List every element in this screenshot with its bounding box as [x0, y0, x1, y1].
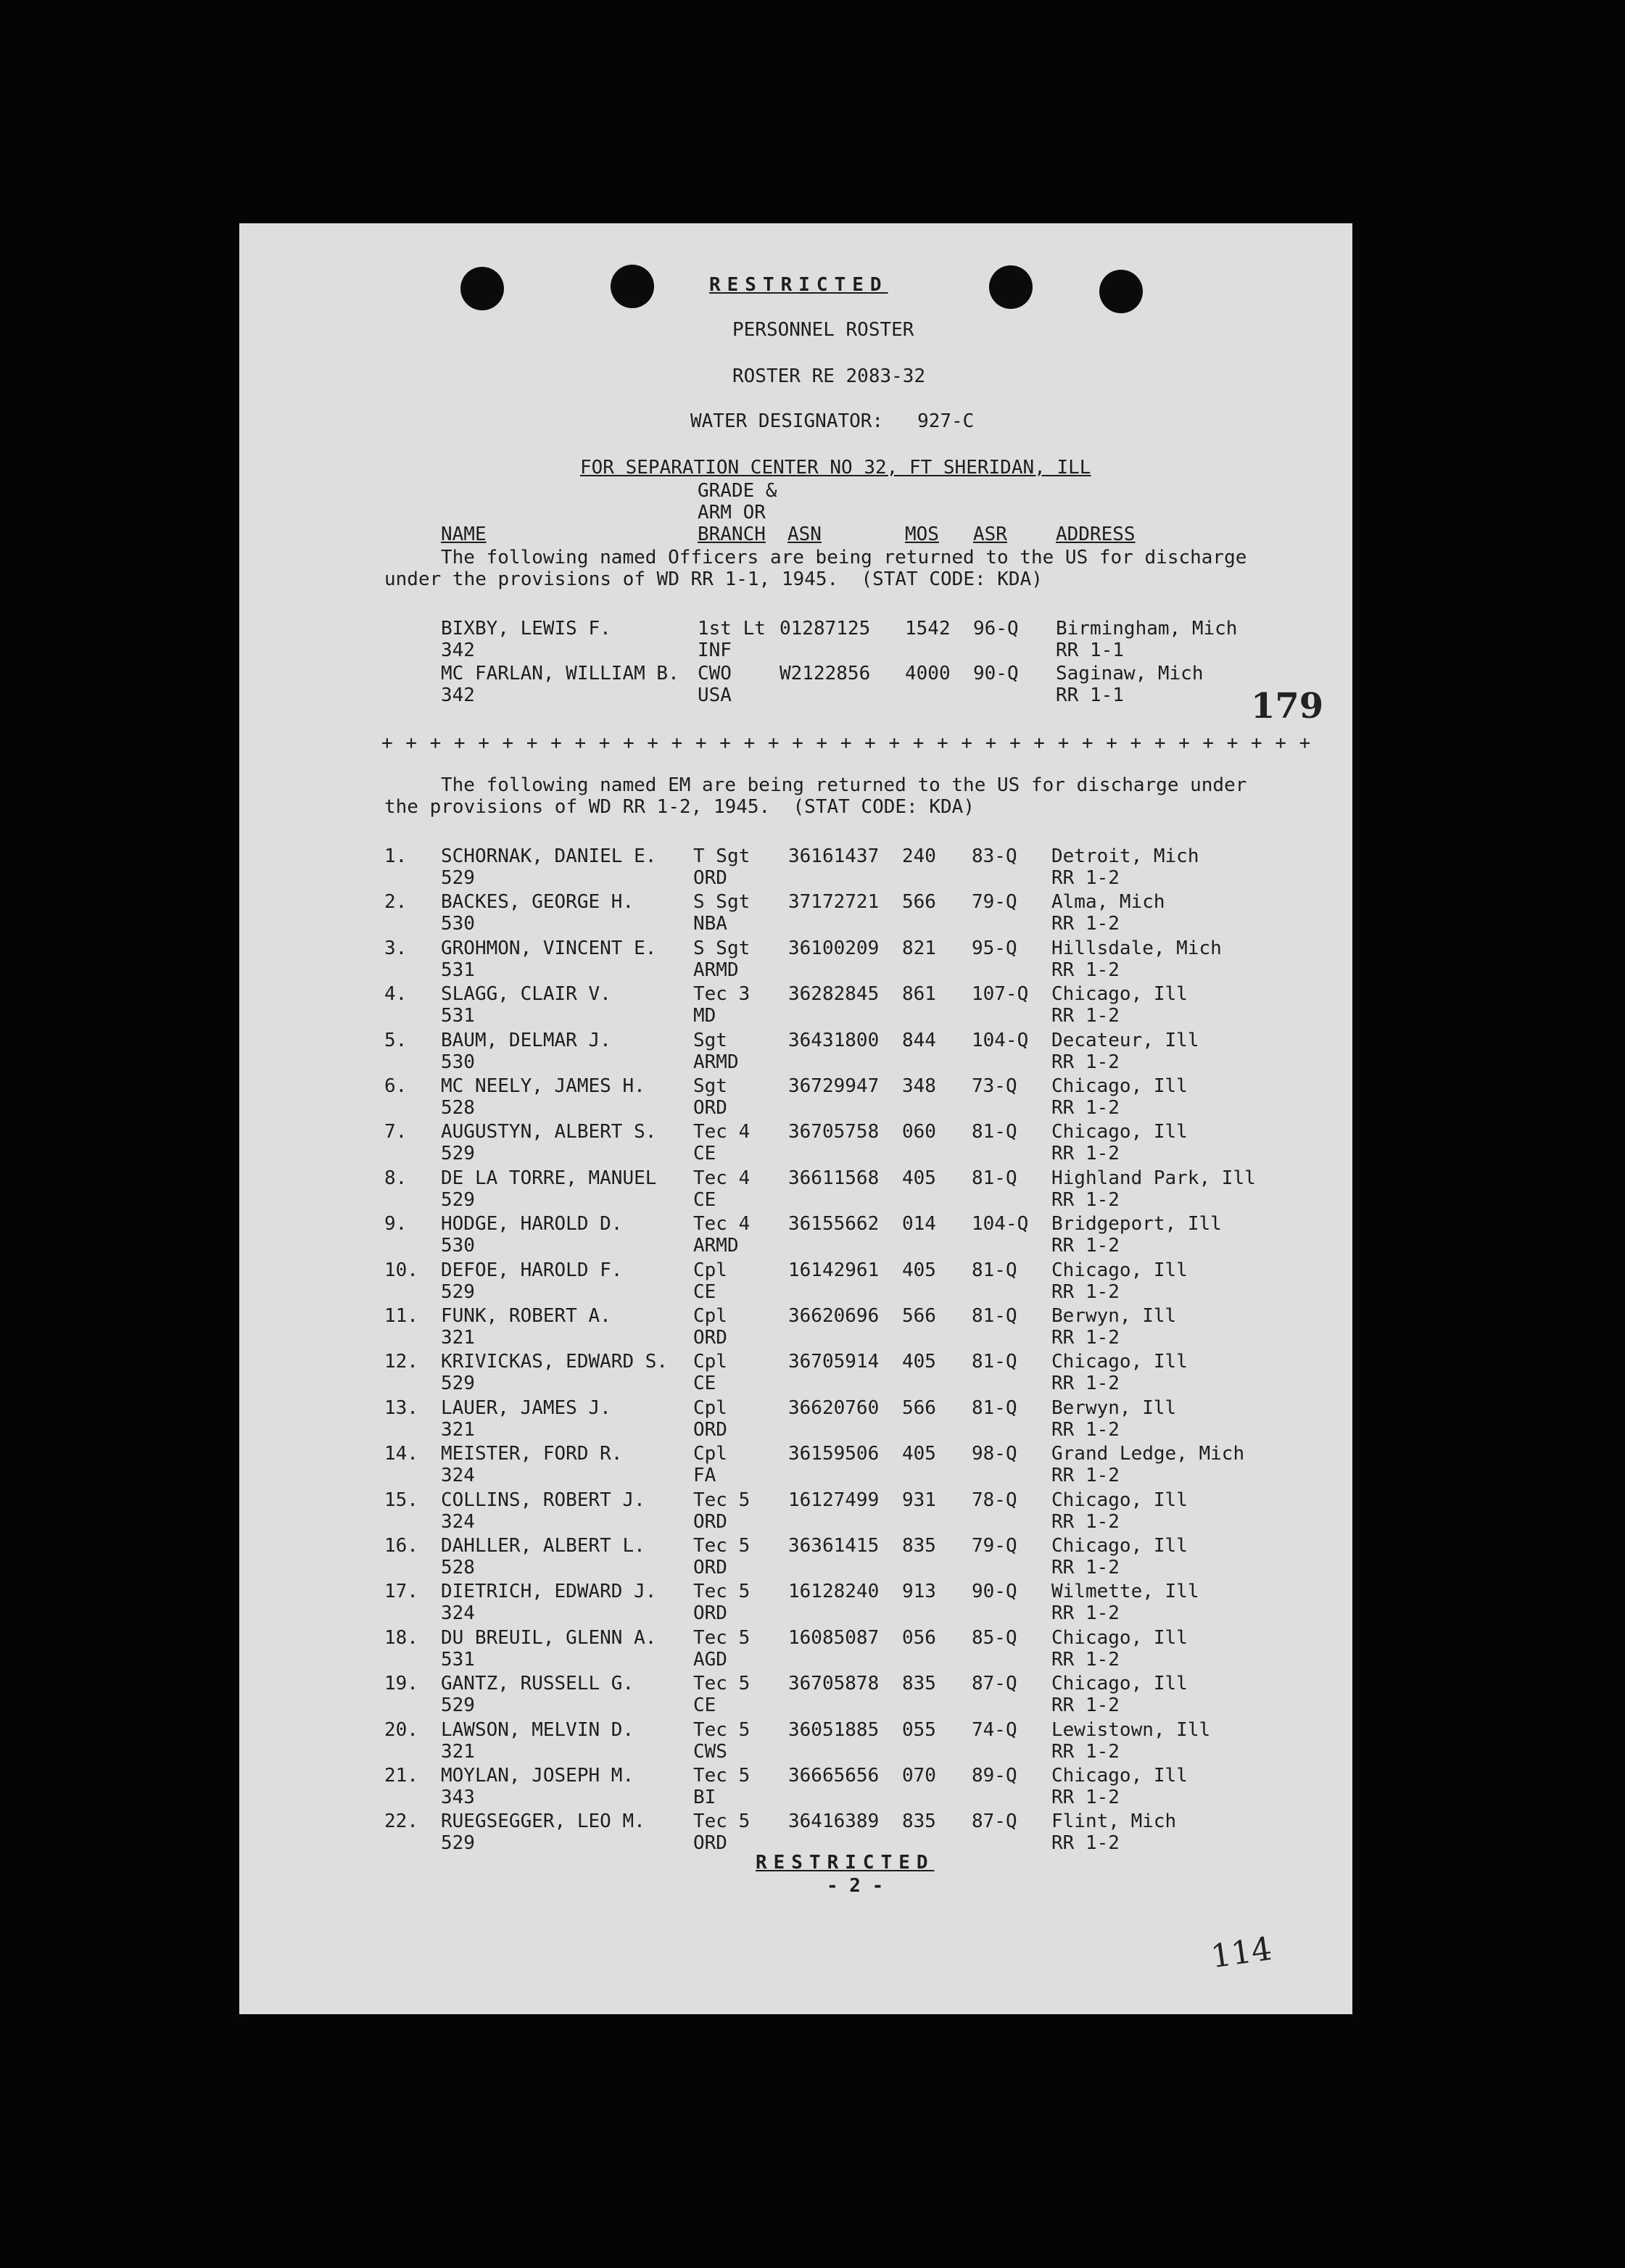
cell-mos: 405: [902, 1167, 936, 1189]
cell-branch: CE: [693, 1694, 716, 1717]
cell-grade: Cpl: [693, 1351, 727, 1373]
cell-address: Berwyn, Ill: [1051, 1305, 1177, 1327]
cell-grade: CWO: [698, 663, 732, 684]
table-row: [239, 1213, 1352, 1259]
cell-rr: RR 1-1: [1056, 684, 1124, 706]
cell-asn: 36705758: [788, 1121, 880, 1143]
handwritten-margin-note: 114: [1208, 1930, 1275, 1976]
cell-mos: 1542: [905, 618, 951, 640]
table-row: [239, 1030, 1352, 1076]
cell-rr: RR 1-2: [1051, 1602, 1120, 1625]
cell-asn: W2122856: [780, 663, 871, 684]
cell-number: 6.: [384, 1075, 408, 1097]
cell-asn: 36100209: [788, 937, 880, 959]
cell-number: 10.: [384, 1259, 418, 1281]
cell-name: SCHORNAK, DANIEL E.: [441, 845, 657, 867]
table-row: [239, 1810, 1352, 1857]
separator-line: + + + + + + + + + + + + + + + + + + + + + + + + + + + + + + + + + + + + + + +: [381, 732, 1312, 754]
cell-address: Highland Park, Ill: [1051, 1167, 1256, 1189]
cell-branch: NBA: [693, 913, 727, 935]
column-asr: ASR: [973, 523, 1007, 545]
cell-asr: 85-Q: [972, 1626, 1017, 1649]
cell-name: MC NEELY, JAMES H.: [441, 1075, 645, 1097]
cell-grade: Tec 5: [693, 1673, 751, 1695]
cell-mos: 861: [902, 983, 936, 1006]
cell-mos: 060: [902, 1121, 936, 1143]
cell-branch: CE: [693, 1373, 716, 1395]
cell-asr: 79-Q: [972, 891, 1017, 914]
cell-rr: RR 1-2: [1051, 1280, 1120, 1303]
cell-branch: CE: [693, 1280, 716, 1303]
cell-name: GROHMON, VINCENT E.: [441, 937, 657, 959]
cell-code: 321: [441, 1327, 475, 1349]
cell-mos: 070: [902, 1765, 936, 1787]
cell-mos: 566: [902, 1305, 936, 1327]
cell-code: 530: [441, 1235, 475, 1257]
cell-name: DIETRICH, EDWARD J.: [441, 1581, 657, 1603]
water-designator: WATER DESIGNATOR: 927-C: [690, 410, 975, 432]
cell-grade: Tec 5: [693, 1765, 751, 1787]
cell-asn: 16127499: [788, 1489, 880, 1511]
table-row: [239, 1351, 1352, 1397]
cell-asn: 36431800: [788, 1029, 880, 1051]
cell-grade: Cpl: [693, 1259, 727, 1281]
cell-address: Chicago, Ill: [1051, 1535, 1188, 1557]
cell-branch: AGD: [693, 1648, 727, 1671]
cell-asr: 81-Q: [972, 1351, 1017, 1373]
cell-name: KRIVICKAS, EDWARD S.: [441, 1351, 669, 1373]
cell-asr: 95-Q: [972, 937, 1017, 959]
cell-mos: 835: [902, 1673, 936, 1695]
cell-branch: USA: [698, 684, 732, 706]
cell-asn: 36611568: [788, 1167, 880, 1189]
separation-center: FOR SEPARATION CENTER NO 32, FT SHERIDAN, ILL: [580, 457, 1091, 479]
table-row: [239, 663, 1352, 709]
cell-code: 529: [441, 1280, 475, 1303]
document-title: PERSONNEL ROSTER: [732, 319, 914, 341]
cell-number: 18.: [384, 1626, 418, 1649]
cell-grade: Cpl: [693, 1396, 727, 1419]
table-row: [239, 891, 1352, 938]
cell-asn: 16128240: [788, 1581, 880, 1603]
cell-address: Saginaw, Mich: [1056, 663, 1204, 684]
cell-rr: RR 1-2: [1051, 1188, 1120, 1211]
cell-code: 530: [441, 913, 475, 935]
cell-name: MC FARLAN, WILLIAM B.: [441, 663, 679, 684]
cell-asn: 16142961: [788, 1259, 880, 1281]
cell-rr: RR 1-2: [1051, 1051, 1120, 1073]
cell-grade: Sgt: [693, 1029, 727, 1051]
cell-name: BAUM, DELMAR J.: [441, 1029, 611, 1051]
cell-asr: 81-Q: [972, 1259, 1017, 1281]
cell-mos: 913: [902, 1581, 936, 1603]
cell-address: Lewistown, Ill: [1051, 1718, 1211, 1741]
cell-asn: 36665656: [788, 1765, 880, 1787]
cell-code: 343: [441, 1787, 475, 1808]
table-row: [239, 1673, 1352, 1719]
cell-mos: 835: [902, 1535, 936, 1557]
cell-asr: 90-Q: [972, 1581, 1017, 1603]
cell-branch: ORD: [693, 867, 727, 889]
cell-name: GANTZ, RUSSELL G.: [441, 1673, 634, 1695]
cell-rr: RR 1-2: [1051, 1465, 1120, 1487]
restricted-header: RESTRICTED: [709, 274, 888, 296]
cell-number: 4.: [384, 983, 408, 1006]
table-row: [239, 1121, 1352, 1167]
roster-number: ROSTER RE 2083-32: [732, 365, 926, 387]
cell-number: 21.: [384, 1765, 418, 1787]
cell-grade: Tec 5: [693, 1718, 751, 1741]
table-row: [239, 1719, 1352, 1766]
cell-address: Bridgeport, Ill: [1051, 1213, 1222, 1236]
cell-code: 321: [441, 1740, 475, 1763]
cell-number: 19.: [384, 1673, 418, 1695]
cell-branch: MD: [693, 1005, 716, 1027]
cell-address: Detroit, Mich: [1051, 845, 1199, 867]
cell-address: Chicago, Ill: [1051, 1121, 1188, 1143]
cell-address: Decateur, Ill: [1051, 1029, 1199, 1051]
cell-asn: 36620696: [788, 1305, 880, 1327]
cell-address: Chicago, Ill: [1051, 1765, 1188, 1787]
cell-branch: ARMD: [693, 1235, 739, 1257]
cell-grade: Cpl: [693, 1305, 727, 1327]
punch-hole: [1099, 270, 1143, 313]
cell-asr: 78-Q: [972, 1489, 1017, 1511]
cell-number: 20.: [384, 1718, 418, 1741]
cell-code: 531: [441, 1005, 475, 1027]
cell-number: 1.: [384, 845, 408, 867]
cell-code: 529: [441, 1832, 475, 1855]
cell-mos: 566: [902, 891, 936, 914]
cell-code: 529: [441, 1188, 475, 1211]
cell-number: 12.: [384, 1351, 418, 1373]
cell-number: 17.: [384, 1581, 418, 1603]
cell-mos: 931: [902, 1489, 936, 1511]
cell-mos: 844: [902, 1029, 936, 1051]
cell-branch: ORD: [693, 1327, 727, 1349]
cell-name: DU BREUIL, GLENN A.: [441, 1626, 657, 1649]
cell-asr: 81-Q: [972, 1396, 1017, 1419]
cell-address: Chicago, Ill: [1051, 1351, 1188, 1373]
cell-address: Grand Ledge, Mich: [1051, 1443, 1245, 1465]
cell-asr: 83-Q: [972, 845, 1017, 867]
em-intro-cont: the provisions of WD RR 1-2, 1945. (STAT CODE: KDA): [384, 796, 975, 818]
cell-asn: 36161437: [788, 845, 880, 867]
cell-number: 9.: [384, 1213, 408, 1236]
cell-name: MEISTER, FORD R.: [441, 1443, 623, 1465]
cell-asr: 104-Q: [972, 1029, 1029, 1051]
cell-rr: RR 1-2: [1051, 1694, 1120, 1717]
cell-grade: Tec 5: [693, 1581, 751, 1603]
cell-name: LAUER, JAMES J.: [441, 1396, 611, 1419]
cell-asr: 107-Q: [972, 983, 1029, 1006]
cell-grade: T Sgt: [693, 845, 751, 867]
cell-asn: 36416389: [788, 1810, 880, 1833]
column-mos: MOS: [905, 523, 939, 545]
cell-number: 11.: [384, 1305, 418, 1327]
cell-rr: RR 1-2: [1051, 1327, 1120, 1349]
cell-mos: 835: [902, 1810, 936, 1833]
page-number: - 2 -: [827, 1875, 884, 1897]
cell-address: Berwyn, Ill: [1051, 1396, 1177, 1419]
cell-number: 8.: [384, 1167, 408, 1189]
cell-asn: 36361415: [788, 1535, 880, 1557]
cell-number: 16.: [384, 1535, 418, 1557]
cell-rr: RR 1-2: [1051, 1373, 1120, 1395]
cell-rr: RR 1-2: [1051, 1097, 1120, 1119]
cell-number: 3.: [384, 937, 408, 959]
table-row: [239, 1627, 1352, 1673]
cell-rr: RR 1-2: [1051, 959, 1120, 981]
cell-name: DEFOE, HAROLD F.: [441, 1259, 623, 1281]
cell-asr: 96-Q: [973, 618, 1019, 640]
cell-address: Flint, Mich: [1051, 1810, 1177, 1833]
cell-number: 5.: [384, 1029, 408, 1051]
cell-code: 528: [441, 1097, 475, 1119]
cell-code: 529: [441, 1143, 475, 1165]
cell-address: Wilmette, Ill: [1051, 1581, 1199, 1603]
table-row: [239, 1443, 1352, 1489]
cell-name: DE LA TORRE, MANUEL: [441, 1167, 657, 1189]
cell-grade: Sgt: [693, 1075, 727, 1097]
cell-asn: 36705878: [788, 1673, 880, 1695]
punch-hole: [989, 265, 1033, 309]
officers-intro-cont: under the provisions of WD RR 1-1, 1945. (STAT CODE: KDA): [384, 568, 1043, 590]
cell-branch: INF: [698, 640, 732, 661]
table-row: [239, 1305, 1352, 1352]
cell-code: 528: [441, 1557, 475, 1578]
punch-hole: [611, 265, 654, 308]
cell-branch: ORD: [693, 1602, 727, 1625]
em-intro: The following named EM are being returned to the US for discharge under: [441, 774, 1247, 796]
cell-mos: 4000: [905, 663, 951, 684]
cell-branch: CE: [693, 1143, 716, 1165]
cell-grade: Tec 4: [693, 1167, 751, 1189]
cell-address: Chicago, Ill: [1051, 1489, 1188, 1511]
cell-asn: 36705914: [788, 1351, 880, 1373]
cell-rr: RR 1-2: [1051, 1787, 1120, 1808]
cell-code: 529: [441, 867, 475, 889]
table-row: [239, 1167, 1352, 1214]
cell-grade: S Sgt: [693, 937, 751, 959]
table-row: [239, 1075, 1352, 1122]
cell-rr: RR 1-2: [1051, 1740, 1120, 1763]
cell-address: Chicago, Ill: [1051, 1673, 1188, 1695]
cell-mos: 348: [902, 1075, 936, 1097]
cell-asn: 16085087: [788, 1626, 880, 1649]
cell-code: 342: [441, 640, 475, 661]
cell-rr: RR 1-2: [1051, 913, 1120, 935]
column-grade-line1: GRADE &: [698, 480, 777, 502]
cell-mos: 405: [902, 1351, 936, 1373]
cell-grade: Tec 5: [693, 1626, 751, 1649]
cell-mos: 056: [902, 1626, 936, 1649]
cell-address: Chicago, Ill: [1051, 1259, 1188, 1281]
cell-grade: Tec 3: [693, 983, 751, 1006]
cell-address: Birmingham, Mich: [1056, 618, 1238, 640]
table-row: [239, 1489, 1352, 1536]
cell-asr: 90-Q: [973, 663, 1019, 684]
cell-asr: 74-Q: [972, 1718, 1017, 1741]
cell-branch: FA: [693, 1465, 716, 1487]
cell-name: SLAGG, CLAIR V.: [441, 983, 611, 1006]
cell-asr: 81-Q: [972, 1167, 1017, 1189]
cell-grade: Tec 4: [693, 1121, 751, 1143]
cell-code: 324: [441, 1465, 475, 1487]
cell-asr: 87-Q: [972, 1673, 1017, 1695]
cell-branch: ORD: [693, 1557, 727, 1578]
cell-asr: 104-Q: [972, 1213, 1029, 1236]
column-grade-line3: BRANCH: [698, 523, 766, 545]
cell-number: 22.: [384, 1810, 418, 1833]
cell-rr: RR 1-2: [1051, 1143, 1120, 1165]
cell-branch: ORD: [693, 1832, 727, 1855]
cell-number: 2.: [384, 891, 408, 914]
cell-asr: 98-Q: [972, 1443, 1017, 1465]
cell-branch: ORD: [693, 1510, 727, 1533]
cell-asn: 36155662: [788, 1213, 880, 1236]
cell-name: AUGUSTYN, ALBERT S.: [441, 1121, 657, 1143]
cell-asr: 87-Q: [972, 1810, 1017, 1833]
cell-number: 7.: [384, 1121, 408, 1143]
cell-code: 530: [441, 1051, 475, 1073]
cell-address: Hillsdale, Mich: [1051, 937, 1222, 959]
cell-number: 13.: [384, 1396, 418, 1419]
cell-rr: RR 1-2: [1051, 1557, 1120, 1578]
cell-asr: 89-Q: [972, 1765, 1017, 1787]
cell-mos: 240: [902, 845, 936, 867]
table-row: [239, 1765, 1352, 1811]
cell-code: 324: [441, 1510, 475, 1533]
cell-branch: CE: [693, 1188, 716, 1211]
column-grade-line2: ARM OR: [698, 502, 766, 523]
cell-code: 531: [441, 959, 475, 981]
table-row: [239, 618, 1352, 664]
cell-asn: 36159506: [788, 1443, 880, 1465]
cell-mos: 405: [902, 1443, 936, 1465]
table-row: [239, 1535, 1352, 1581]
cell-branch: BI: [693, 1787, 716, 1808]
cell-name: BIXBY, LEWIS F.: [441, 618, 611, 640]
column-address: ADDRESS: [1056, 523, 1136, 545]
cell-name: COLLINS, ROBERT J.: [441, 1489, 645, 1511]
cell-rr: RR 1-2: [1051, 1510, 1120, 1533]
cell-code: 324: [441, 1602, 475, 1625]
cell-branch: ARMD: [693, 1051, 739, 1073]
cell-rr: RR 1-2: [1051, 867, 1120, 889]
cell-asn: 37172721: [788, 891, 880, 914]
cell-rr: RR 1-1: [1056, 640, 1124, 661]
cell-asn: 36620760: [788, 1396, 880, 1419]
cell-address: Chicago, Ill: [1051, 1626, 1188, 1649]
table-row: [239, 1259, 1352, 1306]
cell-asr: 79-Q: [972, 1535, 1017, 1557]
cell-name: HODGE, HAROLD D.: [441, 1213, 623, 1236]
table-row: [239, 1581, 1352, 1627]
cell-grade: Tec 5: [693, 1535, 751, 1557]
cell-mos: 821: [902, 937, 936, 959]
officers-intro: The following named Officers are being returned to the US for discharge: [441, 547, 1247, 568]
cell-asr: 73-Q: [972, 1075, 1017, 1097]
document-page: [239, 223, 1352, 2014]
cell-address: Chicago, Ill: [1051, 983, 1188, 1006]
cell-grade: S Sgt: [693, 891, 751, 914]
cell-mos: 055: [902, 1718, 936, 1741]
cell-number: 15.: [384, 1489, 418, 1511]
cell-asn: 36282845: [788, 983, 880, 1006]
table-row: [239, 1397, 1352, 1444]
cell-grade: Tec 5: [693, 1489, 751, 1511]
cell-code: 531: [441, 1648, 475, 1671]
restricted-footer: RESTRICTED: [756, 1852, 935, 1874]
cell-mos: 014: [902, 1213, 936, 1236]
cell-code: 342: [441, 684, 475, 706]
cell-name: DAHLLER, ALBERT L.: [441, 1535, 645, 1557]
table-row: [239, 845, 1352, 892]
cell-asn: 01287125: [780, 618, 871, 640]
punch-hole: [460, 267, 504, 310]
cell-rr: RR 1-2: [1051, 1235, 1120, 1257]
cell-asr: 81-Q: [972, 1121, 1017, 1143]
table-row: [239, 938, 1352, 984]
cell-asn: 36729947: [788, 1075, 880, 1097]
cell-rr: RR 1-2: [1051, 1648, 1120, 1671]
cell-asr: 81-Q: [972, 1305, 1017, 1327]
cell-name: FUNK, ROBERT A.: [441, 1305, 611, 1327]
cell-branch: ARMD: [693, 959, 739, 981]
cell-mos: 405: [902, 1259, 936, 1281]
cell-grade: Tec 4: [693, 1213, 751, 1236]
column-name: NAME: [441, 523, 487, 545]
cell-rr: RR 1-2: [1051, 1418, 1120, 1441]
cell-rr: RR 1-2: [1051, 1005, 1120, 1027]
cell-address: Chicago, Ill: [1051, 1075, 1188, 1097]
cell-name: MOYLAN, JOSEPH M.: [441, 1765, 634, 1787]
cell-name: BACKES, GEORGE H.: [441, 891, 634, 914]
cell-branch: CWS: [693, 1740, 727, 1763]
cell-branch: ORD: [693, 1097, 727, 1119]
cell-grade: Cpl: [693, 1443, 727, 1465]
cell-name: RUEGSEGGER, LEO M.: [441, 1810, 645, 1833]
cell-code: 529: [441, 1373, 475, 1395]
cell-branch: ORD: [693, 1418, 727, 1441]
cell-rr: RR 1-2: [1051, 1832, 1120, 1855]
cell-mos: 566: [902, 1396, 936, 1419]
cell-number: 14.: [384, 1443, 418, 1465]
cell-address: Alma, Mich: [1051, 891, 1165, 914]
cell-code: 321: [441, 1418, 475, 1441]
cell-grade: Tec 5: [693, 1810, 751, 1833]
table-row: [239, 983, 1352, 1030]
handwritten-page-number: 179: [1251, 686, 1324, 727]
cell-grade: 1st Lt: [698, 618, 766, 640]
column-asn: ASN: [787, 523, 822, 545]
cell-code: 529: [441, 1694, 475, 1717]
cell-asn: 36051885: [788, 1718, 880, 1741]
cell-name: LAWSON, MELVIN D.: [441, 1718, 634, 1741]
